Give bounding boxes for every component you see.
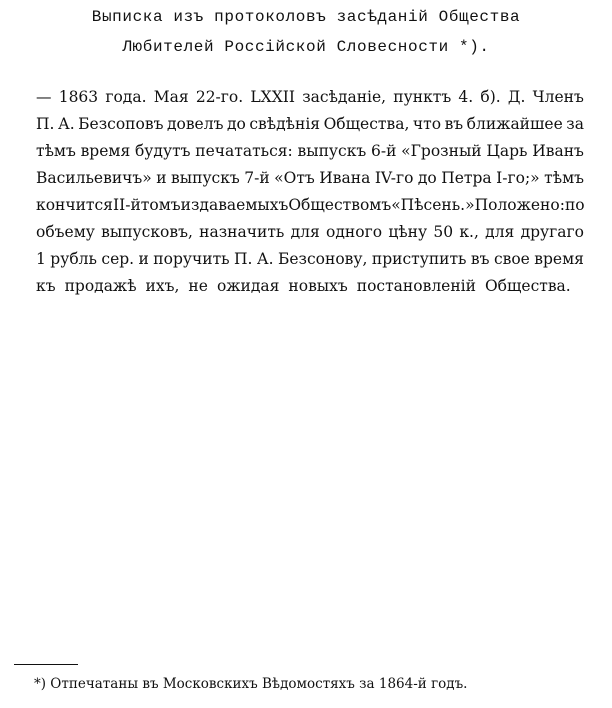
word: 7-й: [244, 169, 270, 187]
word: ожидая: [216, 277, 280, 295]
word: засѣданіе,: [302, 88, 387, 106]
word: Безсонову,: [277, 250, 368, 268]
word: Обществомъ: [288, 196, 392, 214]
word: до: [417, 169, 437, 187]
word: выпускъ: [297, 142, 367, 160]
document-title-line-1: Выписка изъ протоколовъ засѣданій Общества: [91, 8, 521, 26]
word: къ: [36, 277, 56, 295]
word: Членъ: [532, 88, 584, 106]
word: выпускъ: [171, 169, 240, 187]
word: к.,: [459, 223, 479, 241]
word: 6-й: [371, 142, 397, 160]
word: Царь: [486, 142, 528, 160]
word: за: [566, 115, 584, 133]
word: Положено:: [474, 196, 565, 214]
word: въ: [470, 250, 490, 268]
word: для: [290, 223, 320, 241]
word: и: [138, 250, 149, 268]
word: ихъ,: [145, 277, 180, 295]
paragraph-line: [36, 219, 584, 246]
word: года.: [105, 88, 147, 106]
word: Д.: [507, 88, 526, 106]
word: Безсоповъ: [78, 115, 164, 133]
word: будутъ: [134, 142, 191, 160]
word: другаго: [520, 223, 584, 241]
body-paragraph: [36, 84, 584, 300]
word: въ: [444, 115, 464, 133]
word: объему: [36, 223, 95, 241]
word: Общества.: [484, 277, 571, 295]
word: свѣдѣнія: [249, 115, 321, 133]
document-title-line-2: Любителей Россійской Словесности *).: [122, 38, 490, 56]
word: IV-го: [374, 169, 414, 187]
word: тѣмъ: [36, 142, 76, 160]
word: б).: [480, 88, 501, 106]
word: А.: [256, 250, 274, 268]
word: 4.: [458, 88, 474, 106]
word: рубль: [50, 250, 97, 268]
word: продажѣ: [64, 277, 137, 295]
word: томъ: [140, 196, 181, 214]
word: выпусковъ,: [101, 223, 193, 241]
word: Мая: [153, 88, 189, 106]
word: Ивана: [319, 169, 371, 187]
word: Общества,: [323, 115, 410, 133]
paragraph-line: [36, 165, 584, 192]
word: что: [412, 115, 442, 133]
word: «Пѣсень.»: [391, 196, 475, 214]
word: тѣмъ: [544, 169, 584, 187]
word: назначить: [199, 223, 285, 241]
word: «Отъ: [274, 169, 315, 187]
word: Иванъ: [532, 142, 584, 160]
word: довелъ: [166, 115, 224, 133]
word: І-го;»: [496, 169, 540, 187]
word: и: [156, 169, 167, 187]
word: новыхъ: [288, 277, 348, 295]
word: П.: [36, 115, 55, 133]
footnote-divider: [14, 664, 78, 665]
word: Петра: [441, 169, 492, 187]
word: по: [564, 196, 585, 214]
word: П.: [234, 250, 253, 268]
word: 50: [433, 223, 454, 241]
word: приступить: [371, 250, 467, 268]
word: 1: [36, 250, 46, 268]
paragraph-line: [36, 192, 584, 219]
footnote: *) Отпечатаны въ Московскихъ Вѣдомостяхъ за 1864-й годъ.: [34, 676, 468, 692]
word: 22-го.: [195, 88, 244, 106]
word: до: [226, 115, 246, 133]
paragraph-line: [36, 84, 584, 111]
paragraph-line: [36, 246, 584, 273]
word: не: [188, 277, 208, 295]
word: печататься:: [195, 142, 293, 160]
word: II-й: [112, 196, 141, 214]
paragraph-line: [36, 138, 584, 165]
word: время: [80, 142, 131, 160]
word: —: [36, 88, 52, 106]
word: А.: [57, 115, 75, 133]
word: пунктъ: [393, 88, 452, 106]
paragraph-line: [36, 273, 584, 300]
word: свое: [493, 250, 530, 268]
word: одного: [326, 223, 383, 241]
word: поручить: [153, 250, 230, 268]
word: 1863: [58, 88, 99, 106]
word: сер.: [101, 250, 135, 268]
word: издаваемыхъ: [180, 196, 289, 214]
word: Васильевичъ»: [36, 169, 152, 187]
word: «Грозный: [401, 142, 482, 160]
word: цѣну: [388, 223, 428, 241]
paragraph-line: [36, 111, 584, 138]
word: кончится: [36, 196, 113, 214]
word: постановленій: [356, 277, 476, 295]
word: время: [534, 250, 584, 268]
word: для: [485, 223, 515, 241]
word: LXXII: [250, 88, 295, 106]
word: ближайшее: [466, 115, 563, 133]
